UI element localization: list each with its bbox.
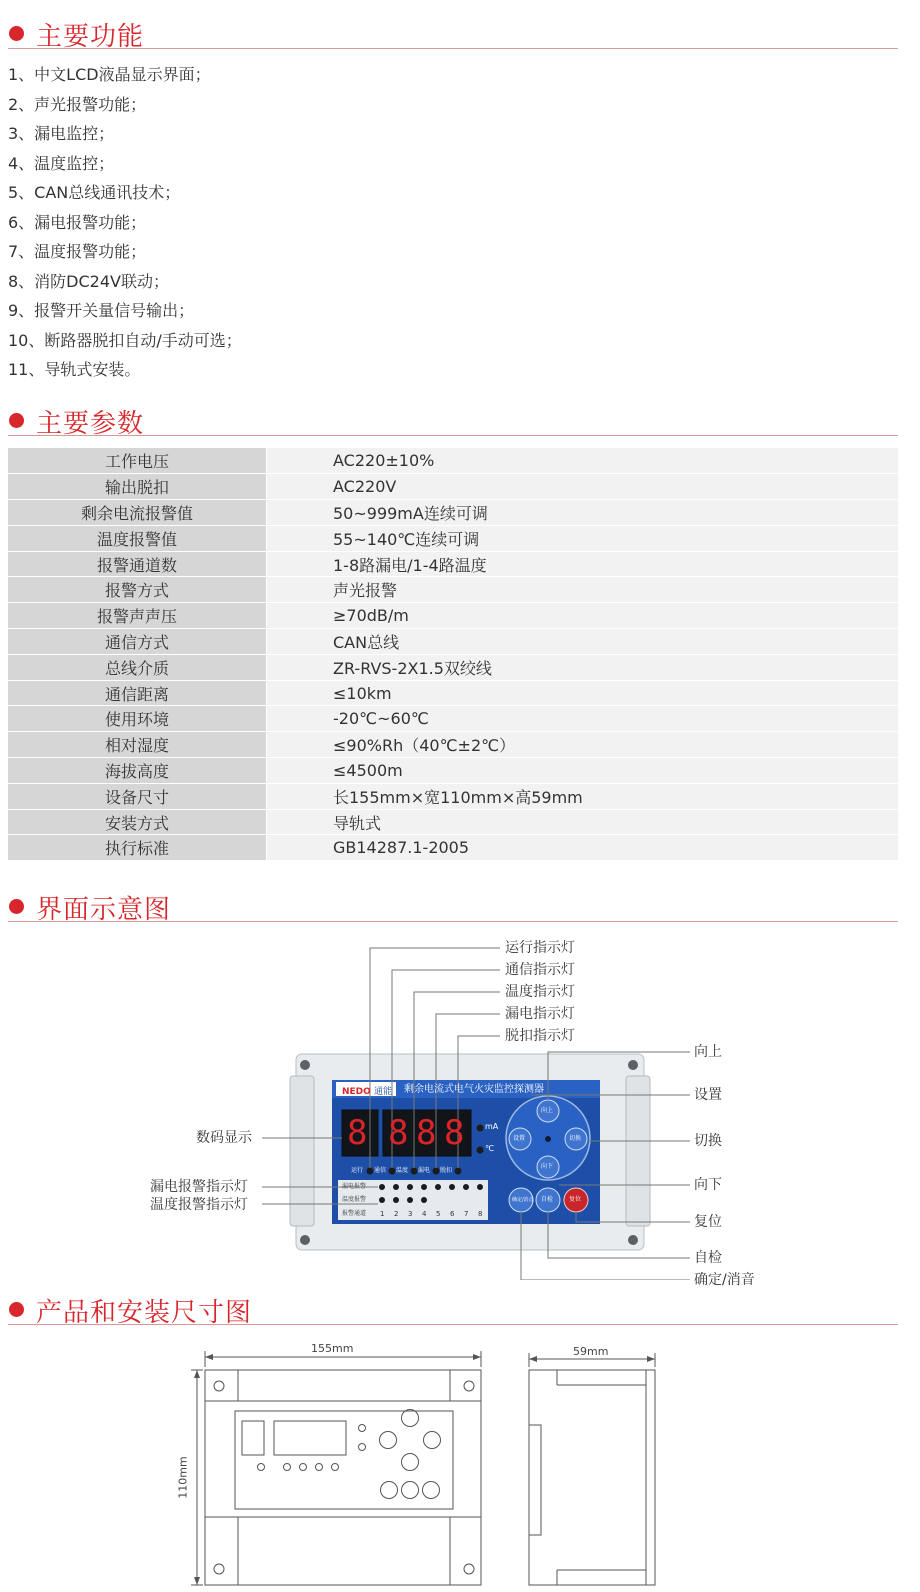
list-item: 6、漏电报警功能； bbox=[8, 212, 147, 232]
run-led bbox=[367, 1168, 374, 1175]
params-table bbox=[8, 448, 898, 861]
param-key: 工作电压 bbox=[8, 448, 267, 474]
param-key: 输出脱扣 bbox=[8, 474, 267, 500]
param-value: -20℃~60℃ bbox=[267, 706, 899, 732]
led-label: 漏电 bbox=[418, 1167, 431, 1174]
section-header-interface bbox=[8, 881, 898, 925]
table-row bbox=[8, 680, 898, 706]
btn-switch-label: 切换 bbox=[569, 1135, 582, 1142]
list-item: 11、导轨式安装。 bbox=[8, 360, 141, 379]
param-value: 导轨式 bbox=[267, 809, 899, 835]
param-value: ≥70dB/m bbox=[267, 603, 899, 629]
table-row bbox=[8, 732, 898, 758]
seg-digit: 8 bbox=[388, 1113, 411, 1153]
screw-icon bbox=[300, 1235, 310, 1245]
param-key: 通信方式 bbox=[8, 629, 267, 655]
brand-logo: NEDO bbox=[342, 1087, 371, 1097]
channel-number: 7 bbox=[464, 1210, 469, 1218]
front-view-outline bbox=[205, 1370, 481, 1585]
callout-switch: 切换 bbox=[694, 1133, 722, 1149]
interface-diagram bbox=[0, 930, 920, 1288]
param-value: 50~999mA连续可调 bbox=[267, 500, 899, 526]
section-title: 主要参数 bbox=[36, 409, 145, 439]
callout-reset: 复位 bbox=[694, 1214, 722, 1230]
panel-title: 剩余电流式电气火灾监控探测器 bbox=[404, 1084, 544, 1095]
table-row bbox=[8, 525, 898, 551]
brand-cn: 通能 bbox=[374, 1087, 393, 1097]
param-value: ≤4500m bbox=[267, 758, 899, 784]
param-key: 使用环境 bbox=[8, 706, 267, 732]
table-row bbox=[8, 783, 898, 809]
callout-run-led: 运行指示灯 bbox=[505, 940, 575, 956]
comm-led bbox=[389, 1168, 396, 1175]
list-item: 4、温度监控； bbox=[8, 153, 115, 173]
btn-reset-label: 复位 bbox=[569, 1196, 582, 1203]
param-key: 安装方式 bbox=[8, 809, 267, 835]
leak-led bbox=[433, 1168, 440, 1175]
list-item: 10、断路器脱扣自动/手动可选； bbox=[8, 330, 242, 350]
seg-digit: 8 bbox=[416, 1113, 437, 1153]
table-row bbox=[8, 706, 898, 732]
callout-down: 向下 bbox=[694, 1177, 722, 1193]
btn-confirm-label: 确定/消音 bbox=[512, 1197, 534, 1203]
bullet-dot-icon bbox=[9, 26, 24, 41]
unit-c-label: ℃ bbox=[485, 1144, 494, 1153]
table-row bbox=[8, 551, 898, 577]
param-value: ZR-RVS-2X1.5双绞线 bbox=[267, 654, 899, 680]
callout-selftest: 自检 bbox=[694, 1250, 722, 1266]
row-temp-label: 温度报警 bbox=[342, 1196, 367, 1203]
param-key: 报警通道数 bbox=[8, 551, 267, 577]
callout-up: 向上 bbox=[694, 1044, 722, 1060]
table-row bbox=[8, 603, 898, 629]
channel-number: 1 bbox=[380, 1210, 385, 1218]
param-value: AC220±10% bbox=[267, 448, 899, 474]
list-item: 7、温度报警功能； bbox=[8, 242, 147, 261]
param-value: ≤90%Rh（40℃±2℃） bbox=[267, 732, 899, 758]
table-row bbox=[8, 448, 898, 474]
depth-dimension-label: 59mm bbox=[573, 1345, 609, 1358]
btn-selftest-label: 自检 bbox=[541, 1196, 554, 1203]
param-value: 55~140℃连续可调 bbox=[267, 525, 899, 551]
table-row bbox=[8, 629, 898, 655]
param-key: 执行标准 bbox=[8, 835, 267, 861]
param-value: CAN总线 bbox=[267, 629, 899, 655]
unit-ma-label: mA bbox=[485, 1122, 499, 1131]
channel-number: 8 bbox=[478, 1210, 483, 1218]
list-item: 3、漏电监控； bbox=[8, 124, 115, 143]
bullet-dot-icon bbox=[9, 413, 24, 428]
led-label: 通信 bbox=[374, 1167, 387, 1174]
temp-led bbox=[411, 1168, 418, 1175]
callout-set: 设置 bbox=[694, 1087, 722, 1103]
callout-digital-display: 数码显示 bbox=[196, 1130, 252, 1146]
led-label: 运行 bbox=[351, 1167, 364, 1174]
section-title: 产品和安装尺寸图 bbox=[36, 1298, 253, 1328]
center-dot bbox=[545, 1136, 551, 1142]
temp-unit-indicator-led bbox=[477, 1147, 484, 1154]
right-rail-clip bbox=[626, 1076, 650, 1226]
table-row bbox=[8, 809, 898, 835]
table-row bbox=[8, 500, 898, 526]
param-key: 通信距离 bbox=[8, 680, 267, 706]
callout-temp-alarm-led: 温度报警指示灯 bbox=[150, 1197, 248, 1213]
param-value: AC220V bbox=[267, 474, 899, 500]
dimension-lines bbox=[0, 1335, 920, 1592]
row-channel-label: 报警通道 bbox=[342, 1210, 367, 1217]
table-row bbox=[8, 577, 898, 603]
channel-number: 3 bbox=[408, 1210, 413, 1218]
param-key: 剩余电流报警值 bbox=[8, 500, 267, 526]
channel-number: 5 bbox=[436, 1210, 441, 1218]
row-leak-label: 漏电报警 bbox=[342, 1183, 367, 1190]
led-label: 温度 bbox=[396, 1167, 409, 1174]
table-row bbox=[8, 654, 898, 680]
screw-icon bbox=[300, 1060, 310, 1070]
list-item: 8、消防DC24V联动； bbox=[8, 271, 169, 291]
list-item: 2、声光报警功能； bbox=[8, 94, 147, 114]
table-row bbox=[8, 835, 898, 861]
side-view-outline bbox=[529, 1370, 655, 1585]
param-value: 1-8路漏电/1-4路温度 bbox=[267, 551, 899, 577]
section-title: 界面示意图 bbox=[36, 895, 172, 925]
param-key: 设备尺寸 bbox=[8, 783, 267, 809]
seg-digit: 8 bbox=[347, 1113, 368, 1153]
channel-number: 4 bbox=[422, 1210, 427, 1218]
callout-leak-alarm-led: 漏电报警指示灯 bbox=[150, 1179, 248, 1195]
front-panel-outline bbox=[235, 1411, 453, 1509]
param-key: 相对湿度 bbox=[8, 732, 267, 758]
features-list bbox=[8, 60, 242, 385]
dimension-drawing bbox=[0, 1335, 920, 1592]
param-key: 报警方式 bbox=[8, 577, 267, 603]
bullet-dot-icon bbox=[9, 1302, 24, 1317]
param-key: 海拔高度 bbox=[8, 758, 267, 784]
device-illustration bbox=[0, 930, 920, 1280]
screw-icon bbox=[628, 1060, 638, 1070]
param-value: ≤10km bbox=[267, 680, 899, 706]
callout-comm-led: 通信指示灯 bbox=[505, 962, 575, 978]
param-key: 总线介质 bbox=[8, 654, 267, 680]
btn-up-label: 向上 bbox=[541, 1107, 554, 1114]
list-item: 5、CAN总线通讯技术； bbox=[8, 183, 181, 202]
param-value: 长155mm×宽110mm×高59mm bbox=[267, 783, 899, 809]
callout-trip-led: 脱扣指示灯 bbox=[505, 1028, 575, 1044]
btn-set-label: 设置 bbox=[513, 1135, 526, 1142]
section-header-params bbox=[8, 395, 898, 439]
param-value: 声光报警 bbox=[267, 577, 899, 603]
ma-indicator-led bbox=[477, 1125, 484, 1132]
callout-leak-led: 漏电指示灯 bbox=[505, 1006, 575, 1022]
param-key: 温度报警值 bbox=[8, 525, 267, 551]
table-row bbox=[8, 758, 898, 784]
param-key: 报警声声压 bbox=[8, 603, 267, 629]
section-title: 主要功能 bbox=[36, 22, 145, 52]
list-item: 1、中文LCD液晶显示界面； bbox=[8, 65, 211, 84]
seg-digit: 8 bbox=[444, 1113, 465, 1153]
section-header-features bbox=[8, 8, 898, 52]
bullet-dot-icon bbox=[9, 899, 24, 914]
callout-confirm-mute: 确定/消音 bbox=[694, 1272, 755, 1288]
section-header-dimensions bbox=[8, 1284, 898, 1328]
list-item: 9、报警开关量信号输出； bbox=[8, 301, 195, 320]
btn-down-label: 向下 bbox=[541, 1163, 554, 1170]
trip-led bbox=[455, 1168, 462, 1175]
width-dimension-label: 155mm bbox=[311, 1342, 354, 1355]
height-dimension-label: 110mm bbox=[176, 1456, 190, 1499]
table-row bbox=[8, 474, 898, 500]
param-value: GB14287.1-2005 bbox=[267, 835, 899, 861]
callout-temp-led: 温度指示灯 bbox=[505, 984, 575, 1000]
screw-icon bbox=[628, 1235, 638, 1245]
led-label: 脱扣 bbox=[440, 1167, 453, 1174]
channel-number: 2 bbox=[394, 1210, 399, 1218]
channel-number: 6 bbox=[450, 1210, 455, 1218]
